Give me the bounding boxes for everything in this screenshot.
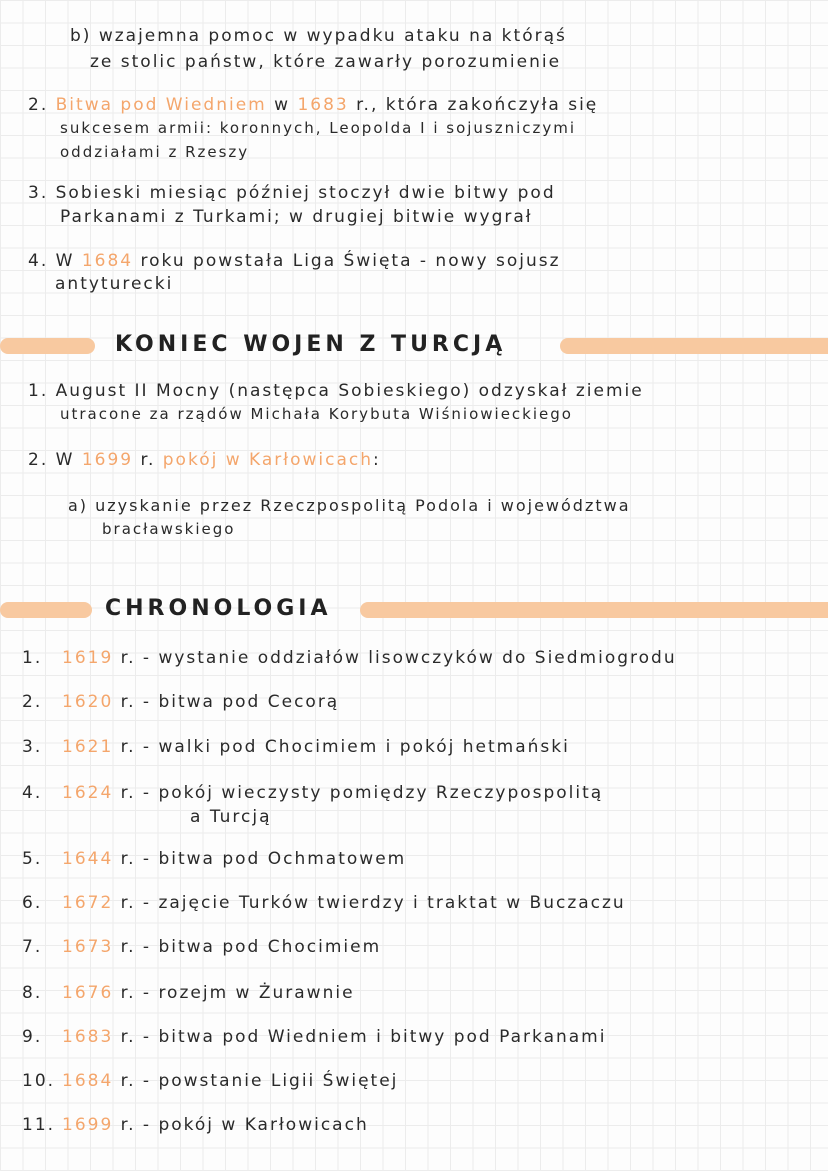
note-3-line1: 3. Sobieski miesiąc później stoczył dwie bitwy pod (28, 183, 556, 203)
note-2-line3: oddziałami z Rzeszy (60, 143, 250, 161)
year: 1684 (62, 1071, 114, 1091)
event-text: r. - zajęcie Turków twierdzy i traktat w Buczaczu (120, 893, 626, 913)
text: 2. W (28, 450, 75, 470)
item-number: 1. (22, 648, 43, 668)
event-text: r. - bitwa pod Cecorą (120, 692, 340, 712)
item-number: 2. (28, 95, 49, 115)
chronology-item (22, 692, 339, 712)
chronology-item (22, 648, 677, 668)
year: 1621 (62, 737, 114, 757)
year: 1699 (81, 450, 134, 470)
event-text: r. - wystanie oddziałów lisowczyków do Siedmiogrodu (120, 648, 677, 668)
note-2-line1 (28, 95, 598, 115)
chronology-item (22, 983, 355, 1003)
s1-p1-line1: 1. August II Mocny (następca Sobieskiego) odzyskał ziemie (28, 381, 644, 401)
chronology-item (22, 849, 406, 869)
note-b-line1: b) wzajemna pomoc w wypadku ataku na którąś (70, 26, 567, 46)
year: 1620 (62, 692, 114, 712)
chronology-item (22, 737, 570, 757)
event-text: r. - pokój w Karłowicach (120, 1115, 369, 1135)
note-2-line2: sukcesem armii: koronnych, Leopolda I i sojuszniczymi (60, 119, 577, 137)
text: roku powstała Liga Święta - nowy sojusz (140, 251, 561, 271)
item-number: 10. (22, 1071, 56, 1091)
event-text: r. - rozejm w Żurawnie (120, 983, 355, 1003)
text: 4. W (28, 251, 75, 271)
year: 1672 (62, 893, 114, 913)
item-number: 4. (22, 783, 43, 803)
item-number: 9. (22, 1027, 43, 1047)
section-divider (0, 602, 92, 618)
s1-p1-line2: utracone za rządów Michała Korybuta Wiśniowieckiego (60, 405, 573, 423)
year: 1644 (62, 849, 114, 869)
year: 1673 (62, 937, 114, 957)
event-text: r. - bitwa pod Wiedniem i bitwy pod Parkanami (120, 1027, 607, 1047)
item-number: 8. (22, 983, 43, 1003)
event-text: r. - pokój wieczysty pomiędzy Rzeczypospolitą (120, 783, 604, 803)
item-number: 5. (22, 849, 43, 869)
highlight: pokój w Karłowicach (162, 450, 374, 470)
chronology-item (22, 1027, 606, 1047)
note-4-line2: antyturecki (55, 274, 174, 294)
s1-a-line1: a) uzyskanie przez Rzeczpospolitą Podola i województwa (68, 496, 631, 515)
section-divider (0, 338, 95, 354)
year: 1676 (62, 983, 114, 1003)
section-title-chronologia: CHRONOLOGIA (105, 596, 332, 621)
item-number: 11. (22, 1115, 56, 1135)
event-text: r. - bitwa pod Ochmatowem (120, 849, 407, 869)
text: w (274, 95, 291, 115)
chronology-item (22, 893, 626, 913)
note-4-line1 (28, 251, 561, 271)
chronology-item (22, 1071, 398, 1091)
section-divider (560, 338, 828, 354)
event-text: r. - walki pod Chocimiem i pokój hetmański (120, 737, 570, 757)
text: : (373, 450, 381, 470)
year: 1624 (62, 783, 114, 803)
event-text: r. - powstanie Ligii Świętej (120, 1071, 399, 1091)
event-text: r. - bitwa pod Chocimiem (120, 937, 382, 957)
section-divider (360, 602, 828, 618)
text: r., która zakończyła się (356, 95, 599, 115)
section-title-koniec-wojen: KONIEC WOJEN Z TURCJĄ (115, 332, 507, 357)
chronology-item (22, 1115, 369, 1135)
s1-a-line2: bracławskiego (102, 520, 236, 538)
item-number: 7. (22, 937, 43, 957)
chronology-item-cont: a Turcją (190, 807, 272, 827)
s1-p2 (28, 450, 381, 470)
chronology-item (22, 783, 603, 803)
highlight: Bitwa pod Wiedniem (55, 95, 267, 115)
item-number: 6. (22, 893, 43, 913)
note-b-line2: ze stolic państw, które zawarły porozumienie (90, 52, 562, 72)
year: 1699 (62, 1115, 114, 1135)
year: 1683 (62, 1027, 114, 1047)
item-number: 3. (22, 737, 43, 757)
year: 1684 (81, 251, 134, 271)
year: 1619 (62, 648, 114, 668)
item-number: 2. (22, 692, 43, 712)
text: r. (140, 450, 156, 470)
note-3-line2: Parkanami z Turkami; w drugiej bitwie wygrał (60, 207, 533, 227)
year: 1683 (297, 95, 349, 115)
chronology-item (22, 937, 381, 957)
